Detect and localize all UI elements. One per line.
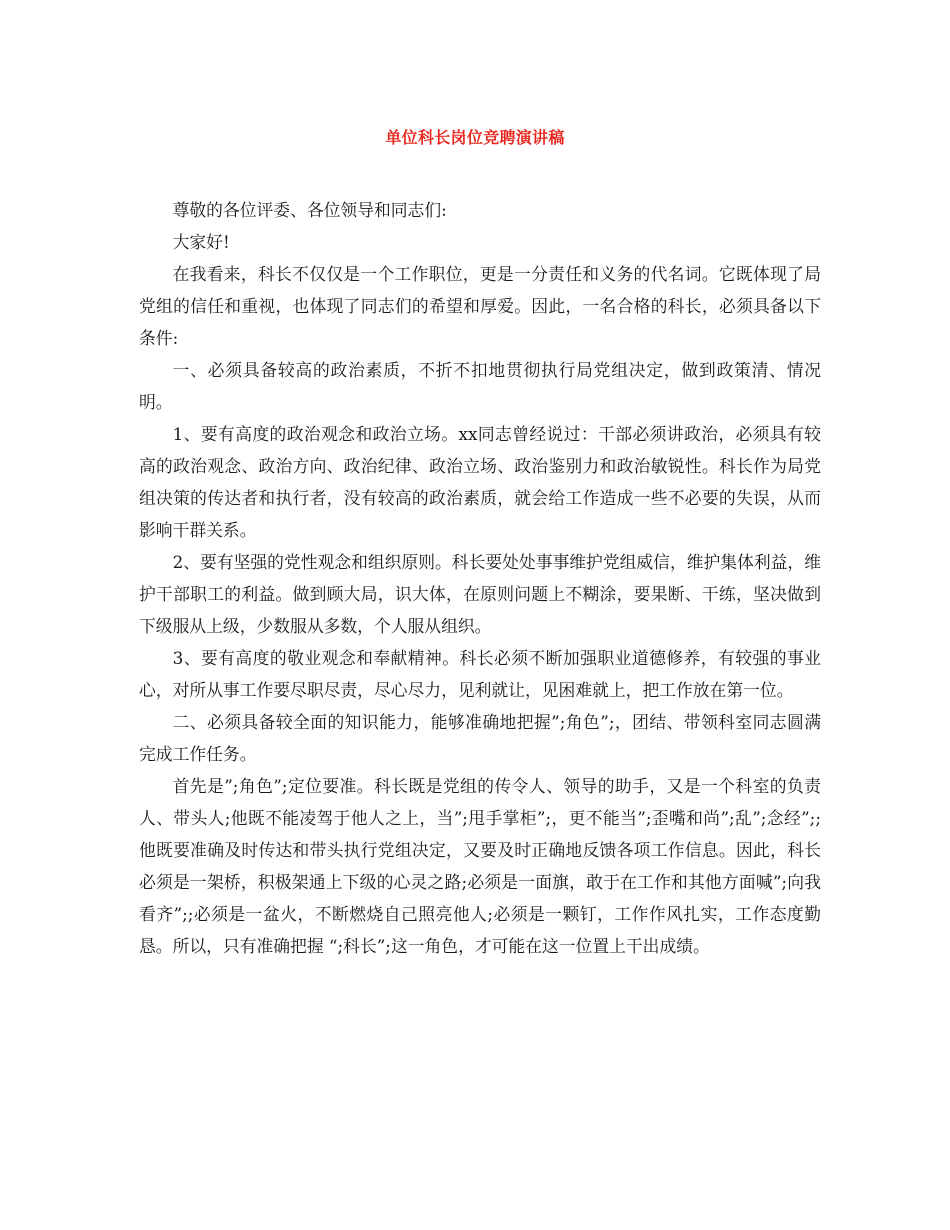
paragraph-point-3: 3、要有高度的敬业观念和奉献精神。科长必须不断加强职业道德修养，有较强的事业心，对所从事工作要尽职尽责，尽心尽力，见利就让，见困难就上，把工作放在第一位。 — [139, 648, 821, 700]
paragraph-point-1: 1、要有高度的政治观念和政治立场。xx同志曾经说过：干部必须讲政治，必须具有较高的政治观念、政治方向、政治纪律、政治立场、政治鉴别力和政治敏锐性。科长作为局党组决策的传达者和执行者，没有较高的政治素质，就会给工作造成一些不必要的失误，从而影响干群关系。 — [139, 424, 821, 540]
document-title: 单位科长岗位竞聘演讲稿 — [385, 128, 565, 147]
paragraph-greeting: 尊敬的各位评委、各位领导和同志们: — [172, 200, 447, 220]
paragraph-point-2: 2、要有坚强的党性观念和组织原则。科长要处处事事维护党组威信，维护集体利益，维护干部职工的利益。做到顾大局，识大体，在原则问题上不糊涂，要果断、干练，坚决做到下级服从上级，少数服从多数，个人服从组织。 — [139, 552, 821, 636]
paragraph-role: 首先是”;角色”;定位要准。科长既是党组的传令人、领导的助手，又是一个科室的负责人、带头人;他既不能凌驾于他人之上，当”;甩手掌柜”;，更不能当”;歪嘴和尚”;乱”;念经”;;他既要准确及时传达和带头执行党组决定，又要及时正确地反馈各项工作信息。因此，科长必须是一架桥，积极架通上下级的心灵之路;必须是一面旗，敢于在工作和其他方面喊”;向我看齐”;;必须是一盆火，不断燃烧自己照亮他人;必须是一颗钉，工作作风扎实，工作态度勤恳。所以，只有准确把握 “;科长”;这一角色，才可能在这一位置上干出成绩。 — [139, 776, 821, 956]
paragraph-section-two: 二、必须具备较全面的知识能力，能够准确地把握”;角色”;，团结、带领科室同志圆满完成工作任务。 — [139, 712, 821, 764]
paragraph-section-one: 一、必须具备较高的政治素质，不折不扣地贯彻执行局党组决定，做到政策清、情况明。 — [139, 360, 821, 412]
paragraph-intro: 在我看来，科长不仅仅是一个工作职位，更是一分责任和义务的代名词。它既体现了局党组的信任和重视，也体现了同志们的希望和厚爱。因此，一名合格的科长，必须具备以下条件: — [139, 264, 821, 348]
paragraph-hello: 大家好! — [172, 232, 230, 252]
document-body — [139, 194, 821, 962]
